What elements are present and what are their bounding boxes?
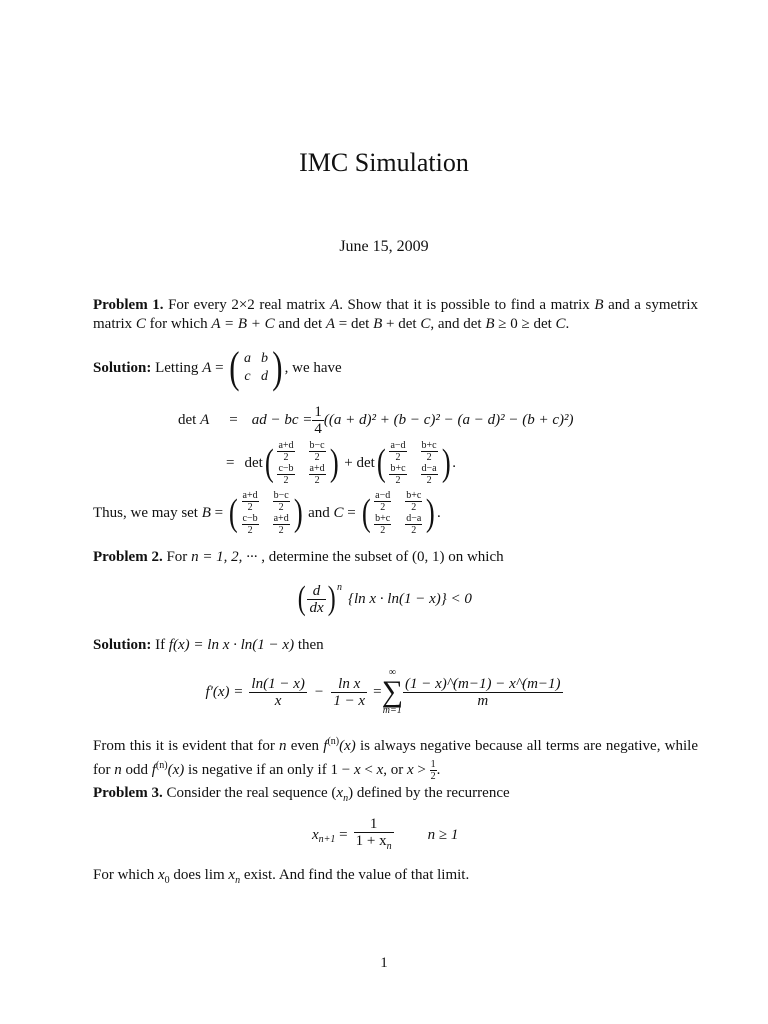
problem-2-equation: ( $\frac{d}{dx}$ ) $^n$ {ln x · ln(1 − x)} < 0 (297, 580, 472, 617)
problem-2: Problem 2. For n = 1, 2, ··· , determine the subset of (0, 1) on which (93, 549, 504, 565)
problem-1-label: Problem 1. (93, 297, 164, 313)
half-fraction: $\frac{1}{2}$ (430, 759, 436, 783)
problem-3-question: For which $x_0$ does $\lim x_n$ exist. And find the value of that limit. (93, 867, 470, 886)
derivative-equation: f′(x) = $\frac{\ln(1 - x)}{x}$ − $\frac{\text{ln x}}{1 - x}$ = ∞ ∑ m=1 $\frac{(1 - x)\^{}(m-1) - x\^{}(m-1)}{m}$ (205, 667, 561, 716)
document-date: June 15, 2009 (339, 238, 429, 255)
solution-1-label: Solution: (93, 359, 152, 376)
det-line-2: = det ( $\frac{a+d}{2}$ $\frac{b-c}{2}$ $\frac{c-b}{2}$ $\frac{a+d}{2}$ ) + det ( $\frac{a-d}{2}$ $\frac{b+c}{2}$ $\frac{b+c}{2}$ $\frac{d-a}{2}$ ) . (226, 440, 457, 486)
thus-line: Thus, we may set B = ( $\frac{a+d}{2}$ $\frac{b-c}{2}$ $\frac{c-b}{2}$ $\frac{a+d}{2}$ ) and C = ( $\frac{a-d}{2}$ $\frac{b+c}{2}$ $\frac{b+c}{2}$ $\frac{d-a}{2}$ ) . (93, 490, 441, 536)
det-line-1: det A = ad − bc = $\frac{1}{4}$ ((a + d)² + (b − c)² − (a − d)² − (b + c)²) (178, 404, 574, 437)
problem-3: Problem 3. Consider the real sequence $(x_n)$ defined by the recurrence (93, 785, 510, 804)
problem-3-label: Problem 3. (93, 785, 163, 801)
problem-2-label: Problem 2. (93, 549, 163, 565)
matrix-c: ( $\frac{a-d}{2}$ $\frac{b+c}{2}$ $\frac{b+c}{2}$ $\frac{d-a}{2}$ ) (361, 490, 436, 536)
solution-2-intro: Solution: If f(x) = ln x · ln(1 − x) then (93, 637, 324, 653)
matrix-b: ( $\frac{a+d}{2}$ $\frac{b-c}{2}$ $\frac{c-b}{2}$ $\frac{a+d}{2}$ ) (228, 490, 303, 536)
solution-1-intro: Solution: Letting A = ( a b c d ) , we have (93, 343, 342, 392)
matrix-c-candidate: ( $\frac{a-d}{2}$ $\frac{b+c}{2}$ $\frac{b+c}{2}$ $\frac{d-a}{2}$ ) (376, 440, 451, 486)
page-title: IMC Simulation (299, 148, 469, 177)
solution-2-label: Solution: (93, 637, 152, 653)
recurrence-equation: x $_{n+1}$ = $\frac{1}{1 + x_n}$ n ≥ 1 (312, 816, 459, 852)
solution-2-explanation: From this it is evident that for n even $f^{(n)}(x)$ is always negative because all terms are negative, while for n odd $f^{(n)}(x)$ is negative if an only if 1 − x < x, or x > $\frac{1}{2}$ . (93, 736, 698, 783)
quarter-fraction: $\frac{1}{4}$ (314, 404, 322, 437)
sum-operator: ∞ ∑ m=1 (381, 667, 403, 716)
page-number: 1 (380, 955, 388, 971)
problem-1: Problem 1. For every 2×2 real matrix A. Show that it is possible to find a matrix B and a symetrix matrix C for which A = B + C and det A = det B + det C, and det B ≥ 0 ≥ det C. (93, 297, 698, 332)
matrix-a: ( a b c d ) (229, 343, 283, 392)
matrix-b-candidate: ( $\frac{a+d}{2}$ $\frac{b-c}{2}$ $\frac{c-b}{2}$ $\frac{a+d}{2}$ ) (264, 440, 339, 486)
